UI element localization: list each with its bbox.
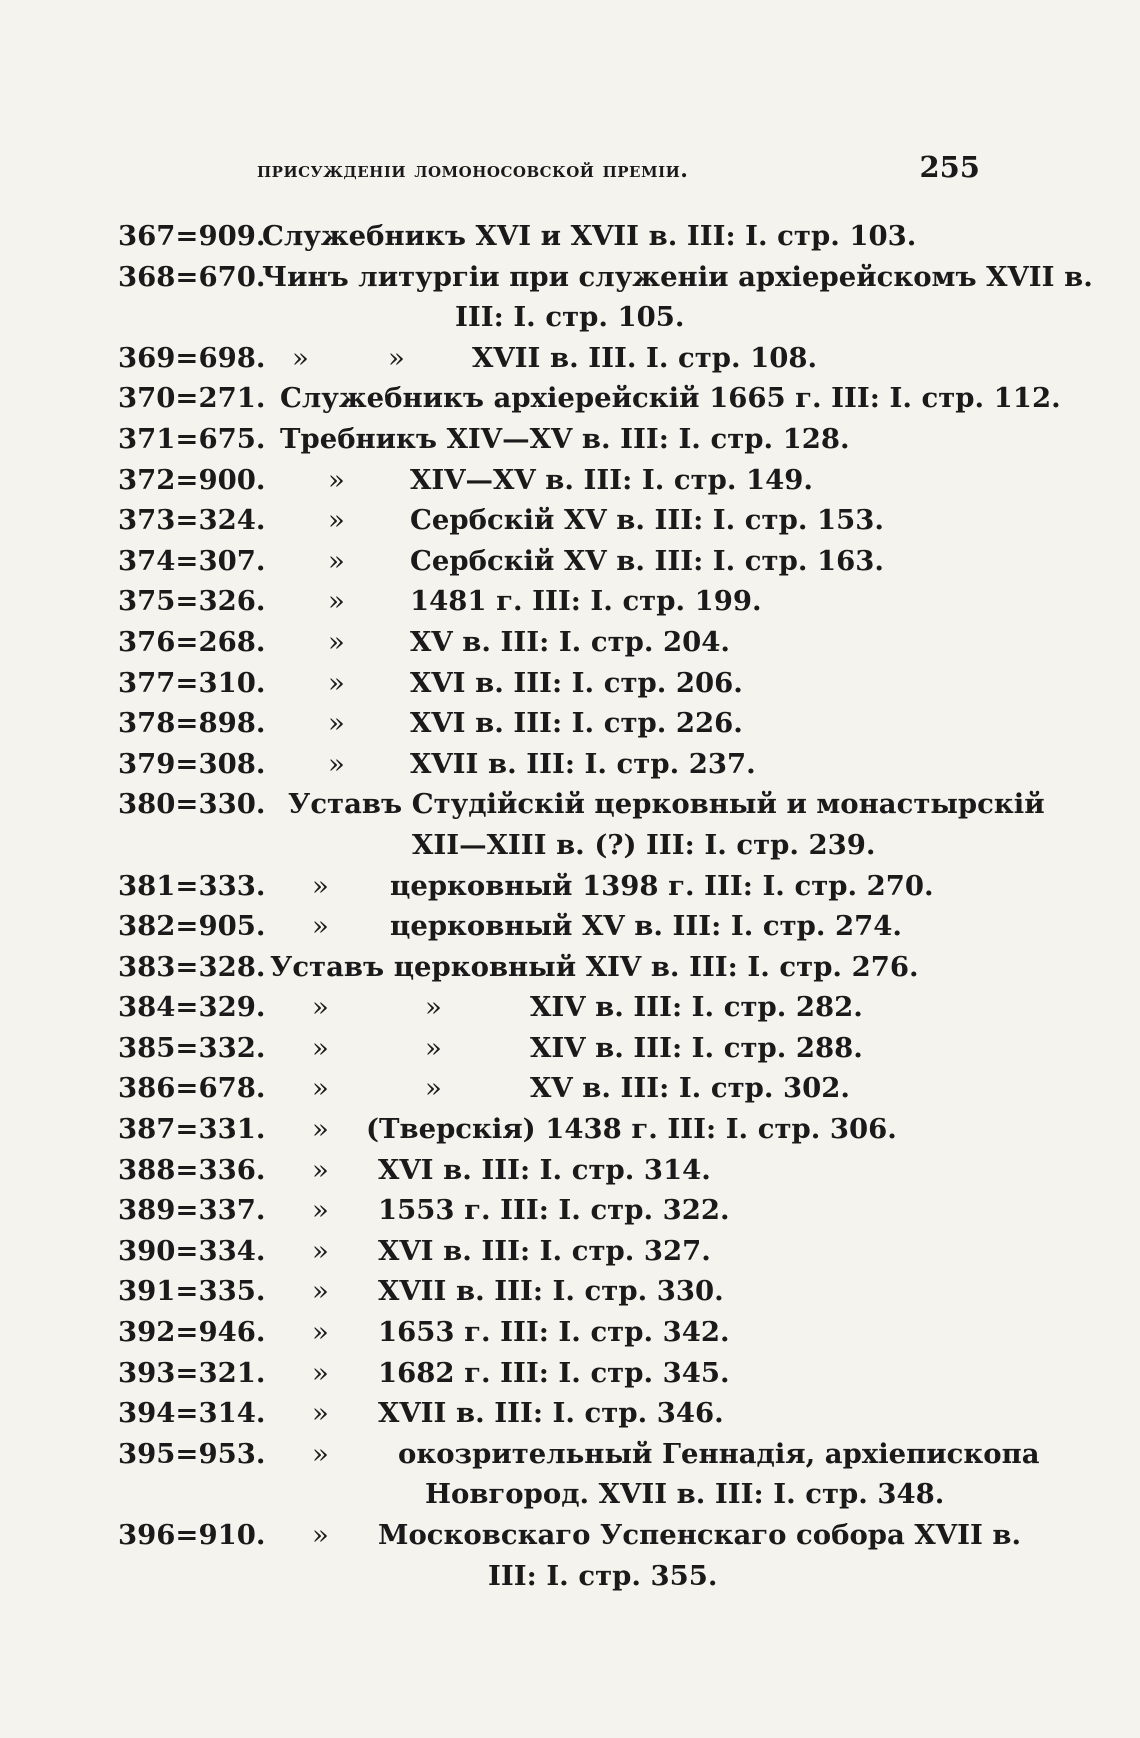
entry-text: 1682 г. III: I. стр. 345. — [378, 1356, 730, 1389]
entry-text: XVII в. III: I. стр. 346. — [378, 1397, 724, 1430]
entry-text: окозрительный Геннадія, архіепископа — [398, 1437, 1040, 1470]
entry-number: 394=314. — [118, 1397, 266, 1430]
ditto-mark: » — [292, 341, 309, 374]
ditto-mark: » — [328, 747, 345, 780]
entry-line — [0, 1393, 1140, 1434]
entry-line — [0, 460, 1140, 501]
ditto-mark: » — [312, 1397, 329, 1430]
entry-text: 1653 г. III: I. стр. 342. — [378, 1316, 730, 1349]
entry-number: 393=321. — [118, 1356, 266, 1389]
ditto-mark: » — [312, 1031, 329, 1064]
entry-text: XV в. III: I. стр. 302. — [530, 1072, 850, 1105]
entry-text: XVII в. III: I. стр. 330. — [378, 1275, 724, 1308]
entry-number: 373=324. — [118, 504, 266, 537]
running-title: присужденіи ломоносовской преміи. — [257, 157, 689, 183]
entry-number: 382=905. — [118, 910, 266, 943]
entry-line — [0, 419, 1140, 460]
entry-number: 367=909. — [118, 220, 266, 252]
catalogue-entries — [0, 216, 1140, 1596]
entry-number: 395=953. — [118, 1437, 266, 1470]
entry-line — [0, 338, 1140, 379]
entry-text: 1481 г. III: I. стр. 199. — [410, 585, 762, 618]
entry-line — [0, 1028, 1140, 1069]
entry-line — [0, 1271, 1140, 1312]
entry-line — [0, 541, 1140, 582]
ditto-mark: » — [312, 1356, 329, 1389]
entry-line — [0, 1109, 1140, 1150]
entry-number: 374=307. — [118, 544, 266, 577]
entry-line — [0, 947, 1140, 988]
ditto-mark: » — [328, 707, 345, 740]
entry-line — [0, 866, 1140, 907]
entry-line — [0, 703, 1140, 744]
ditto-mark: » — [328, 625, 345, 658]
ditto-mark: » — [425, 1031, 442, 1064]
ditto-mark: » — [388, 341, 405, 374]
entry-number: 380=330. — [118, 788, 266, 821]
ditto-mark: » — [312, 869, 329, 902]
entry-number: 375=326. — [118, 585, 266, 618]
entry-text: Требникъ XIV—XV в. III: I. стр. 128. — [280, 422, 850, 455]
entry-line — [0, 987, 1140, 1028]
entry-text: XVI в. III: I. стр. 206. — [410, 666, 743, 699]
entry-text: Уставъ Студійскій церковный и монастырскій — [288, 788, 1045, 821]
entry-line — [0, 1231, 1140, 1272]
entry-text: церковный 1398 г. III: I. стр. 270. — [390, 869, 934, 902]
ditto-mark: » — [312, 1437, 329, 1470]
entry-line — [0, 622, 1140, 663]
ditto-mark: » — [425, 991, 442, 1024]
ditto-mark: » — [328, 666, 345, 699]
entry-number: 392=946. — [118, 1316, 266, 1349]
entry-line — [0, 1515, 1140, 1556]
entry-line — [0, 906, 1140, 947]
entry-text: III: I. стр. 105. — [455, 301, 685, 334]
entry-number: 371=675. — [118, 422, 266, 455]
ditto-mark: » — [312, 1072, 329, 1105]
entry-number: 387=331. — [118, 1113, 266, 1146]
entry-line — [0, 1434, 1140, 1475]
entry-number: 388=336. — [118, 1153, 266, 1186]
entry-line — [0, 1190, 1140, 1231]
entry-text: XVII в. III. I. стр. 108. — [472, 341, 818, 374]
entry-text: 1553 г. III: I. стр. 322. — [378, 1194, 730, 1227]
ditto-mark: » — [425, 1072, 442, 1105]
entry-number: 385=332. — [118, 1031, 266, 1064]
ditto-mark: » — [312, 910, 329, 943]
entry-text: XVI в. III: I. стр. 314. — [378, 1153, 711, 1186]
ditto-mark: » — [312, 1519, 329, 1551]
entry-number: 370=271. — [118, 382, 266, 415]
ditto-mark: » — [328, 585, 345, 618]
ditto-mark: » — [312, 1234, 329, 1267]
entry-number: 372=900. — [118, 463, 266, 496]
entry-text: Московскаго Успенскаго собора XVII в. — [378, 1519, 1022, 1551]
ditto-mark: » — [328, 544, 345, 577]
ditto-mark: » — [312, 1113, 329, 1146]
entry-number: 389=337. — [118, 1194, 266, 1227]
entry-number: 396=910. — [118, 1519, 266, 1551]
entry-number: 386=678. — [118, 1072, 266, 1105]
entry-text: XV в. III: I. стр. 204. — [410, 625, 730, 658]
entry-continuation — [0, 825, 1140, 866]
entry-line — [0, 500, 1140, 541]
ditto-mark: » — [312, 1316, 329, 1349]
entry-number: 381=333. — [118, 869, 266, 902]
entry-text: XIV в. III: I. стр. 282. — [530, 991, 863, 1024]
entry-number: 391=335. — [118, 1275, 266, 1308]
entry-number: 378=898. — [118, 707, 266, 740]
entry-text: XVI в. III: I. стр. 226. — [410, 707, 743, 740]
entry-continuation — [0, 1474, 1140, 1515]
entry-text: Сербскій XV в. III: I. стр. 163. — [410, 544, 884, 577]
entry-text: XVII в. III: I. стр. 237. — [410, 747, 756, 780]
entry-number: 368=670. — [118, 260, 266, 293]
ditto-mark: » — [328, 504, 345, 537]
entry-line — [0, 1068, 1140, 1109]
entry-line — [0, 378, 1140, 419]
ditto-mark: » — [312, 1275, 329, 1308]
entry-text: XIV—XV в. III: I. стр. 149. — [410, 463, 814, 496]
entry-line — [0, 1312, 1140, 1353]
entry-line — [0, 744, 1140, 785]
entry-text: Служебникъ XVI и XVII в. III: I. стр. 103. — [262, 220, 917, 252]
entry-text: (Тверскія) 1438 г. III: I. стр. 306. — [366, 1113, 897, 1146]
entry-line — [0, 1150, 1140, 1191]
entry-text: Чинъ литургіи при служеніи архіерейскомъ XVII в. — [262, 260, 1093, 293]
entry-number: 379=308. — [118, 747, 266, 780]
entry-line — [0, 1353, 1140, 1394]
entry-continuation — [0, 1556, 1140, 1597]
entry-number: 377=310. — [118, 666, 266, 699]
entry-number: 383=328. — [118, 950, 266, 983]
entry-number: 390=334. — [118, 1234, 266, 1267]
entry-line — [0, 663, 1140, 704]
ditto-mark: » — [312, 1194, 329, 1227]
entry-text: Новгород. XVII в. III: I. стр. 348. — [425, 1478, 945, 1511]
entry-text: Служебникъ архіерейскій 1665 г. III: I. стр. 112. — [280, 382, 1061, 415]
entry-number: 369=698. — [118, 341, 266, 374]
entry-line — [0, 581, 1140, 622]
entry-text: XII—XIII в. (?) III: I. стр. 239. — [412, 828, 876, 861]
entry-line — [0, 257, 1140, 298]
entry-text: церковный XV в. III: I. стр. 274. — [390, 910, 902, 943]
entry-line — [0, 216, 1140, 257]
entry-text: XVI в. III: I. стр. 327. — [378, 1234, 711, 1267]
ditto-mark: » — [312, 991, 329, 1024]
entry-text: Сербскій XV в. III: I. стр. 153. — [410, 504, 884, 537]
entry-number: 376=268. — [118, 625, 266, 658]
entry-text: III: I. стр. 355. — [488, 1559, 718, 1592]
entry-number: 384=329. — [118, 991, 266, 1024]
ditto-mark: » — [328, 463, 345, 496]
ditto-mark: » — [312, 1153, 329, 1186]
entry-text: XIV в. III: I. стр. 288. — [530, 1031, 863, 1064]
entry-line — [0, 784, 1140, 825]
entry-continuation — [0, 297, 1140, 338]
entry-text: Уставъ церковный XIV в. III: I. стр. 276. — [270, 950, 919, 983]
page-header — [257, 150, 980, 184]
page-number: 255 — [919, 150, 980, 184]
